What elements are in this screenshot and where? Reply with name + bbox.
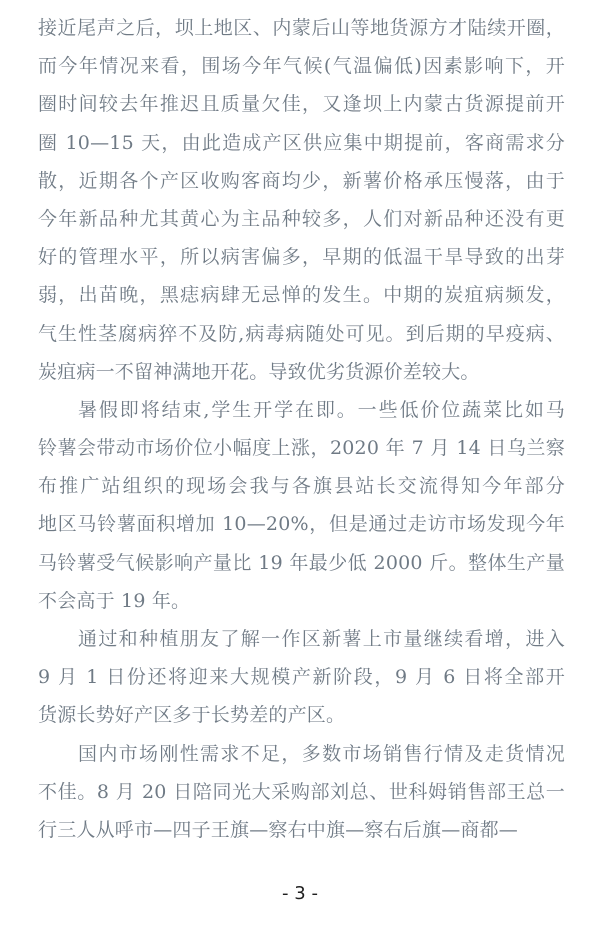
page-number: - 3 - [282,883,318,904]
text-line: 接近尾声之后，坝上地区、内蒙后山等地货源方才陆续开圈， [38,17,565,39]
text-line: 货源长势好产区多于长势差的产区。 [38,704,346,727]
paragraph [38,391,565,620]
text-line: 而今年情况来看，围场今年气候(气温偏低)因素影响下，开 [38,55,565,78]
text-line: 通过和种植朋友了解一作区新薯上市量继续看增，进入 [78,628,565,650]
text-line: 铃薯会带动市场价位小幅度上涨，2020 年 7 月 14 日乌兰察 [38,437,565,460]
text-line: 好的管理水平，所以病害偏多，早期的低温干旱导致的出芽 [38,246,565,269]
text-line: 地区马铃薯面积增加 10—20%，但是通过走访市场发现今年 [38,513,565,536]
paragraph [38,620,565,735]
paragraph [38,9,565,391]
text-line: 布推广站组织的现场会我与各旗县站长交流得知今年部分 [38,475,565,498]
text-line: 行三人从呼市—四子王旗—察右中旗—察右后旗—商都— [38,818,519,841]
text-line: 今年新品种尤其黄心为主品种较多，人们对新品种还没有更 [38,207,565,230]
text-line: 散，近期各个产区收购客商均少，新薯价格承压慢落，由于 [38,169,565,192]
paragraph [38,735,565,850]
text-line: 气生性茎腐病猝不及防,病毒病随处可见。到后期的早疫病、 [38,322,565,345]
text-line: 暑假即将结束,学生开学在即。一些低价位蔬菜比如马 [78,398,565,421]
text-line: 不会高于 19 年。 [38,589,191,612]
text-line: 圈 10—15 天，由此造成产区供应集中期提前，客商需求分 [38,131,565,154]
text-line: 国内市场刚性需求不足，多数市场销售行情及走货情况 [78,742,565,765]
text-line: 9 月 1 日份还将迎来大规模产新阶段，9 月 6 日将全部开 [38,666,565,689]
text-line: 炭疽病一不留神满地开花。导致优劣货源价差较大。 [38,360,480,383]
text-line: 马铃薯受气候影响产量比 19 年最少低 2000 斤。整体生产量 [38,551,565,574]
text-line: 弱，出苗晚，黑痣病肆无忌惮的发生。中期的炭疽病频发， [38,284,565,307]
text-line: 圈时间较去年推迟且质量欠佳，又逢坝上内蒙古货源提前开 [38,93,565,116]
text-line: 不佳。8 月 20 日陪同光大采购部刘总、世科姆销售部王总一 [38,780,565,803]
document-body [38,9,565,849]
